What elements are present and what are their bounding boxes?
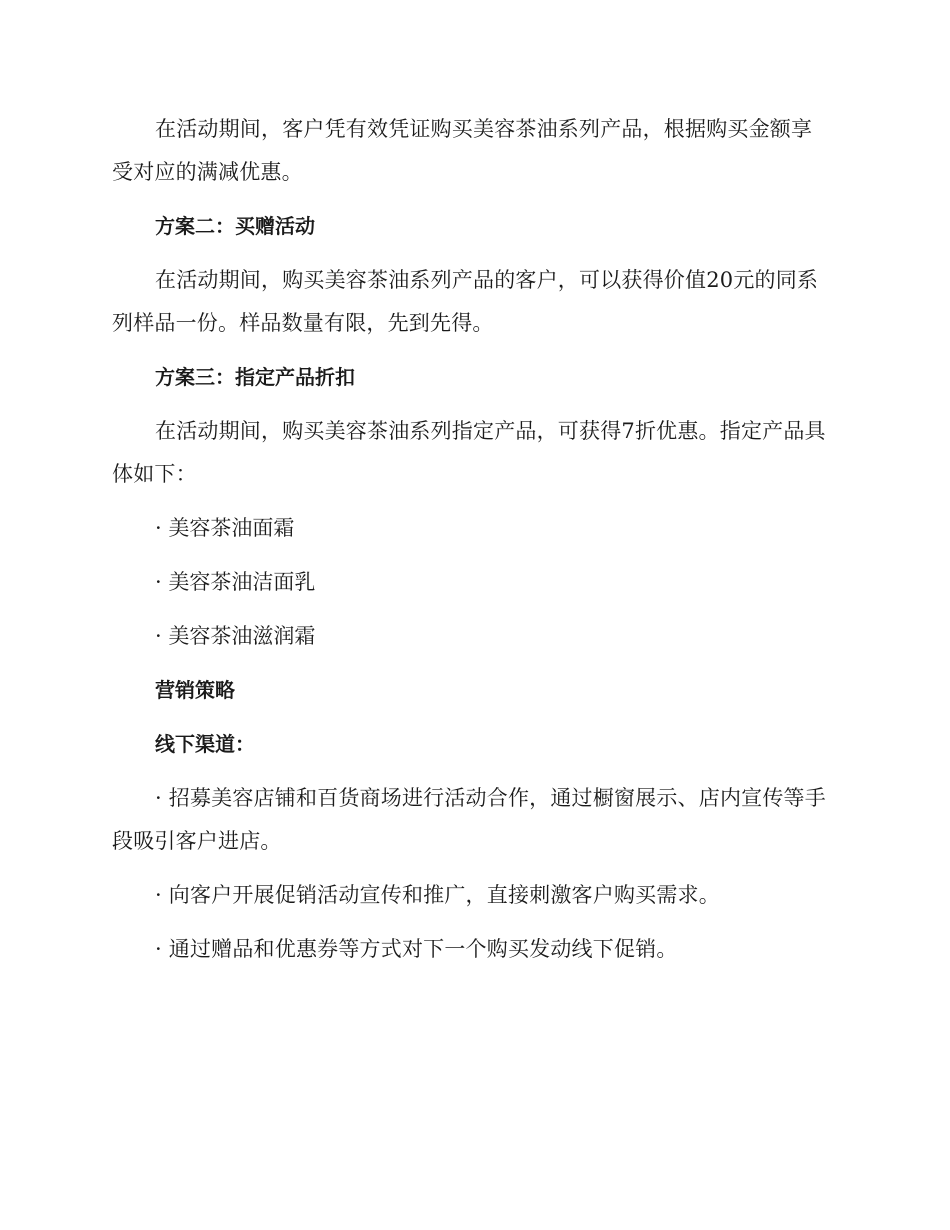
- list-item-moisturizer: · 美容茶油滋润霜: [155, 624, 316, 648]
- heading-marketing-strategy: 营销策略: [155, 678, 235, 702]
- heading-plan-two: 方案二：买赠活动: [155, 214, 315, 238]
- paragraph-gift-offer: 在活动期间，购买美容茶油系列产品的客户，可以获得价值20元的同系列样品一份。样品数量有限，先到先得。: [112, 268, 819, 335]
- heading-plan-three: 方案三：指定产品折扣: [155, 365, 355, 389]
- list-item-cleanser: · 美容茶油洁面乳: [155, 570, 316, 594]
- paragraph-product-discount: 在活动期间，购买美容茶油系列指定产品，可获得7折优惠。指定产品具体如下：: [112, 419, 826, 486]
- list-item-promotion: · 向客户开展促销活动宣传和推广，直接刺激客户购买需求。: [155, 883, 720, 907]
- document-body: [112, 108, 832, 971]
- list-item-face-cream: · 美容茶油面霜: [155, 516, 295, 540]
- list-item-coupons: · 通过赠品和优惠券等方式对下一个购买发动线下促销。: [155, 937, 678, 961]
- list-item-store-partnership: · 招募美容店铺和百货商场进行活动合作，通过橱窗展示、店内宣传等手段吸引客户进店。: [112, 786, 826, 853]
- heading-offline-channels: 线下渠道：: [155, 732, 255, 756]
- paragraph-discount-terms: 在活动期间，客户凭有效凭证购买美容茶油系列产品，根据购买金额享受对应的满减优惠。: [112, 117, 813, 184]
